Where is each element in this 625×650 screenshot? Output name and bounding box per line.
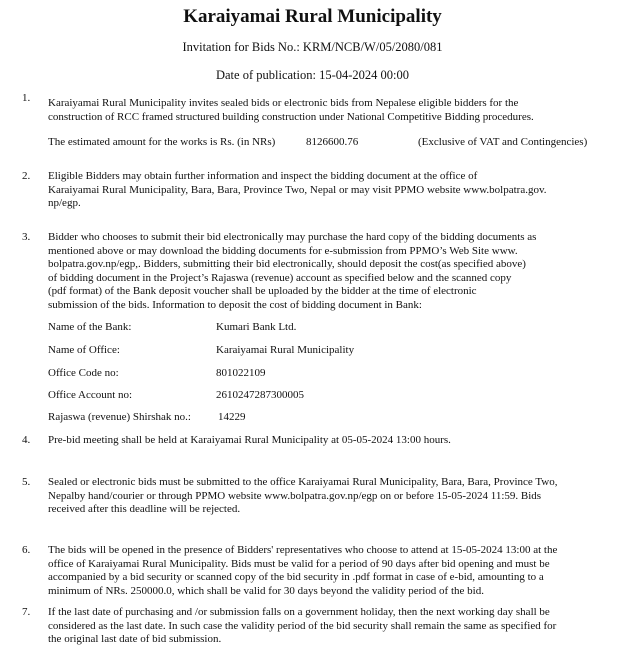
item-3-text [48,231,608,312]
office-name-label: Name of Office: [48,344,120,356]
item-5-text [48,476,608,517]
estimate-label: The estimated amount for the works is Rs. (in NRs) [48,136,276,148]
text-line: bolpatra.gov.np/egp,. Bidders, submitting their bid electronically, should deposit the cost(as specified above) [48,258,526,270]
item-4-text [48,434,608,448]
item-number: 6. [22,544,31,556]
rajaswa-label: Rajaswa (revenue) Shirshak no.: [48,411,191,423]
bank-name-value: Kumari Bank Ltd. [216,321,297,333]
invitation-number: Invitation for Bids No.: KRM/NCB/W/05/2080/081 [182,40,443,54]
text-line: Eligible Bidders may obtain further information and inspect the bidding document at the office of [48,170,478,182]
bank-name-label: Name of the Bank: [48,321,132,333]
text-line: Sealed or electronic bids must be submitted to the office Karaiyamai Rural Municipality, Bara, Bara, Province Two, [48,476,558,488]
page-title: Karaiyamai Rural Municipality [183,6,442,27]
item-6-text [48,544,608,598]
office-account-value: 2610247287300005 [216,389,304,401]
text-line: Nepalby hand/courier or through PPMO website www.bolpatra.gov.np/egp on or before 15-05-2024 11:59. Bids [48,489,542,502]
rajaswa-value: 14229 [218,411,246,423]
text-line: construction of RCC framed structured building construction under National Competitive Bidding procedures. [48,110,534,123]
text-line: Pre-bid meeting shall be held at Karaiyamai Rural Municipality at 05-05-2024 13:00 hours. [48,434,451,446]
item-number: 3. [22,231,31,243]
text-line: If the last date of purchasing and /or submission falls on a government holiday, then the next working day shall be [48,606,550,618]
text-line: submission of the bids. Information to deposit the cost of bidding document in Bank: [48,298,422,311]
item-2-text [48,170,608,211]
estimate-note: (Exclusive of VAT and Contingencies) [418,136,588,148]
office-code-label: Office Code no: [48,367,119,379]
item-7-text [48,606,608,647]
text-line: accompanied by a bid security or scanned copy of the bid security in .pdf format in case of e-bid, amounting to a [48,571,544,583]
item-number: 4. [22,434,31,446]
text-line: office of Karaiyamai Rural Municipality. Bids must be valid for a period of 90 days after bid opening and must be [48,557,550,570]
office-code-value: 801022109 [216,367,266,379]
text-line: received after this deadline will be rejected. [48,503,241,515]
text-line: The bids will be opened in the presence of Bidders' representatives who choose to attend at 15-05-2024 13:00 at the [48,544,558,556]
text-line: Bidder who chooses to submit their bid electronically may purchase the hard copy of the bidding documents as [48,231,537,243]
office-name-value: Karaiyamai Rural Municipality [216,344,355,356]
item-number: 1. [22,92,31,104]
item-1-text [48,97,608,124]
item-number: 2. [22,170,31,182]
text-line: of bidding document in the Project’s Rajaswa (revenue) account as specified below and the scanned copy [48,271,512,284]
text-line: the original last date of bid submission. [48,633,222,645]
item-number: 7. [22,606,31,618]
item-number: 5. [22,476,31,488]
text-line: Karaiyamai Rural Municipality invites sealed bids or electronic bids from Nepalese eligible bidders for the [48,97,519,109]
publication-date: Date of publication: 15-04-2024 00:00 [215,68,410,82]
text-line: minimum of NRs. 250000.0, which shall be valid for 30 days beyond the validity period of the bid. [48,584,484,597]
office-account-label: Office Account no: [48,389,133,401]
text-line: considered as the last date. In such case the validity period of the bid security shall remain the same as specified for [48,619,557,632]
text-line: (pdf format) of the Bank deposit voucher shall be uploaded by the bidder at the time of electronic [48,285,477,297]
text-line: mentioned above or may download the bidding documents for e-submission from PPMO’s Web Site www. [48,244,518,257]
estimate-value: 8126600.76 [306,136,359,148]
text-line: Karaiyamai Rural Municipality, Bara, Bara, Province Two, Nepal or may visit PPMO website www.bolpatra.gov. [48,183,547,196]
text-line: np/egp. [48,197,81,209]
